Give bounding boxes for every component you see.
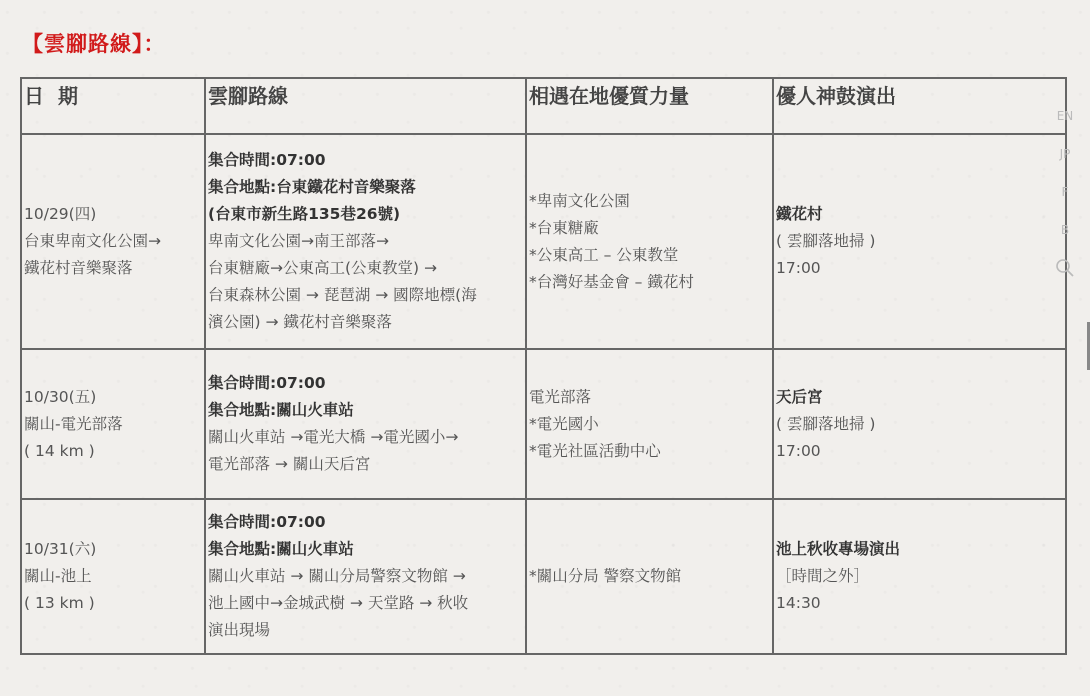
performance-time: 17:00 bbox=[776, 259, 821, 277]
performance-cell bbox=[773, 134, 1066, 349]
performance-cell bbox=[773, 499, 1066, 654]
route-line: 濱公園) → 鐵花村音樂聚落 bbox=[208, 313, 392, 331]
route-line: 池上國中→金城武樹 → 天堂路 → 秋收 bbox=[208, 594, 469, 612]
nav-blog-link[interactable]: B bbox=[1060, 223, 1070, 237]
route-line: 台東糖廠→公東高工(公東教堂) → bbox=[208, 259, 437, 277]
performance-cell bbox=[773, 349, 1066, 499]
date-cell bbox=[21, 499, 205, 654]
date-route-text: 鐵花村音樂聚落 bbox=[24, 259, 133, 277]
header-route: 雲腳路線 bbox=[205, 78, 526, 134]
local-item: *台東糖廠 bbox=[529, 218, 599, 237]
local-item: *電光社區活動中心 bbox=[529, 441, 661, 460]
table-row bbox=[21, 134, 1066, 349]
date-text: 10/29(四) bbox=[24, 205, 97, 223]
performance-venue: 池上秋收專場演出 bbox=[776, 540, 901, 558]
date-route-text: 關山-電光部落 bbox=[24, 414, 123, 433]
route-cell bbox=[205, 499, 526, 654]
meeting-address: (台東市新生路135巷26號) bbox=[208, 205, 401, 223]
route-line: 卑南文化公園→南王部落→ bbox=[208, 232, 389, 250]
section-title: 【雲腳路線】： bbox=[22, 32, 166, 56]
meeting-time: 集合時間:07:00 bbox=[208, 374, 326, 392]
meeting-place: 集合地點:關山火車站 bbox=[208, 540, 354, 558]
date-cell bbox=[21, 349, 205, 499]
performance-detail: ［時間之外］ bbox=[776, 567, 870, 585]
route-line: 關山火車站 → 關山分局警察文物館 → bbox=[208, 567, 466, 585]
local-cell bbox=[526, 134, 773, 349]
nav-facebook-link[interactable]: F bbox=[1061, 185, 1069, 199]
distance-text: ( 14 km ) bbox=[24, 441, 95, 460]
date-cell bbox=[21, 134, 205, 349]
route-schedule-table bbox=[20, 77, 1067, 655]
date-text: 10/31(六) bbox=[24, 540, 97, 558]
route-line: 電光部落 → 關山天后宮 bbox=[208, 455, 371, 473]
nav-english-link[interactable]: EN bbox=[1056, 109, 1074, 123]
route-line: 演出現場 bbox=[208, 621, 271, 639]
header-local: 相遇在地優質力量 bbox=[526, 78, 773, 134]
meeting-place: 集合地點:關山火車站 bbox=[208, 401, 354, 419]
local-item: *卑南文化公園 bbox=[529, 191, 630, 210]
performance-time: 17:00 bbox=[776, 441, 821, 460]
route-cell bbox=[205, 349, 526, 499]
route-line: 台東森林公園 → 琵琶湖 → 國際地標(海 bbox=[208, 286, 477, 304]
table-row bbox=[21, 499, 1066, 654]
search-button[interactable] bbox=[1050, 258, 1080, 296]
performance-venue: 鐵花村 bbox=[776, 205, 823, 223]
header-performance: 優人神鼓演出 bbox=[773, 78, 1066, 134]
date-route-text: 台東卑南文化公園→ bbox=[24, 232, 161, 250]
performance-detail: ( 雲腳落地掃 ) bbox=[776, 232, 876, 250]
meeting-time: 集合時間:07:00 bbox=[208, 513, 326, 531]
performance-venue: 天后宮 bbox=[776, 387, 823, 406]
local-cell bbox=[526, 349, 773, 499]
local-cell bbox=[526, 499, 773, 654]
side-nav bbox=[1050, 106, 1080, 296]
route-cell bbox=[205, 134, 526, 349]
performance-time: 14:30 bbox=[776, 594, 821, 612]
local-item: *台灣好基金會 – 鐵花村 bbox=[529, 272, 694, 291]
table-header-row bbox=[21, 78, 1066, 134]
local-item: *電光國小 bbox=[529, 414, 599, 433]
local-item: 電光部落 bbox=[529, 387, 592, 406]
distance-text: ( 13 km ) bbox=[24, 594, 95, 612]
search-icon bbox=[1055, 258, 1075, 278]
nav-japanese-link[interactable]: JP bbox=[1059, 147, 1071, 161]
meeting-time: 集合時間:07:00 bbox=[208, 151, 326, 169]
date-text: 10/30(五) bbox=[24, 387, 97, 406]
performance-detail: ( 雲腳落地掃 ) bbox=[776, 414, 876, 433]
local-item: *關山分局 警察文物館 bbox=[529, 567, 682, 585]
table-row bbox=[21, 349, 1066, 499]
header-date: 日期 bbox=[21, 78, 205, 134]
local-item: *公東高工 – 公東教堂 bbox=[529, 245, 679, 264]
date-route-text: 關山-池上 bbox=[24, 567, 92, 585]
route-line: 關山火車站 →電光大橋 →電光國小→ bbox=[208, 428, 459, 446]
meeting-place: 集合地點:台東鐵花村音樂聚落 bbox=[208, 178, 416, 196]
